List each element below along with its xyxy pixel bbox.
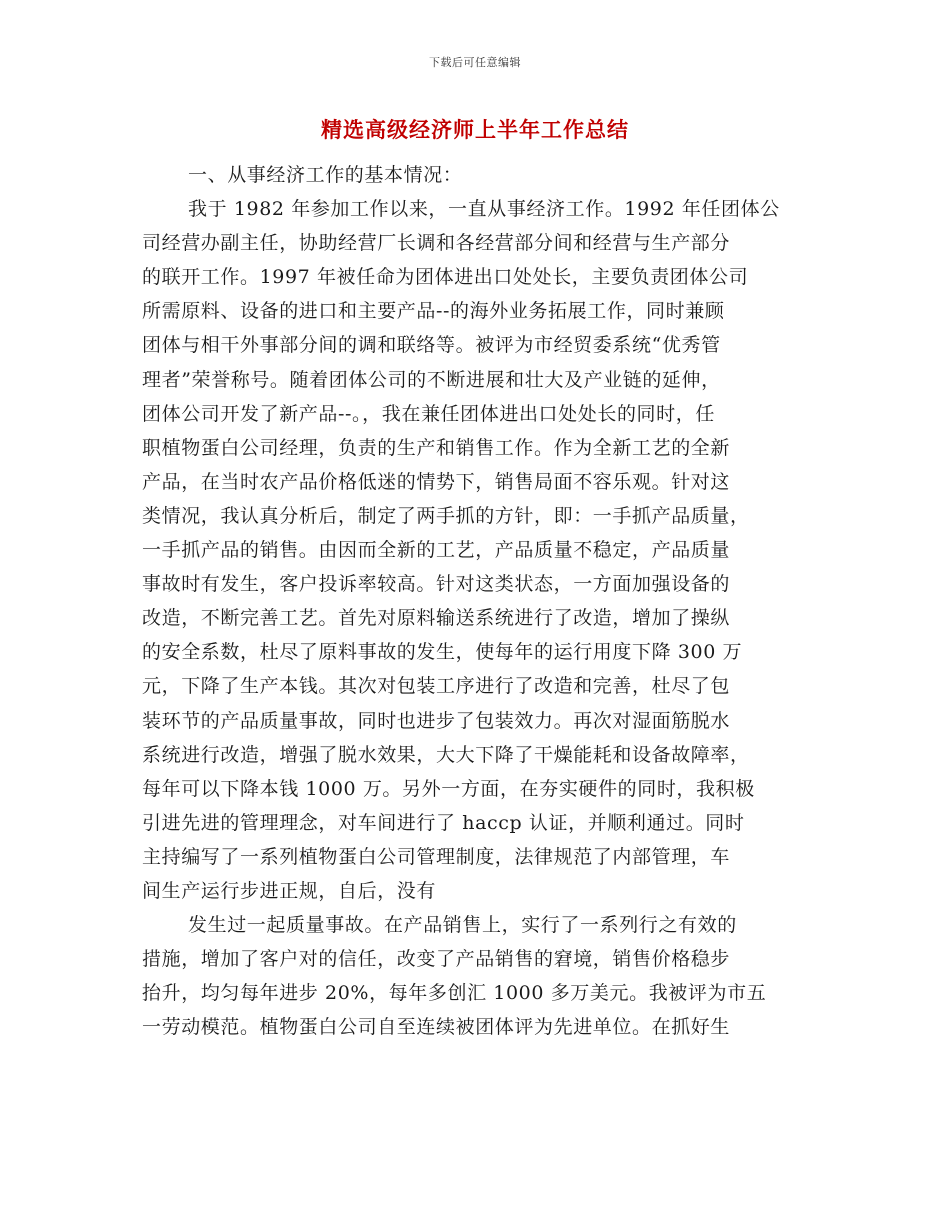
paragraph-line: 抬升，均匀每年进步 20%，每年多创汇 1000 多万美元。我被评为市五 bbox=[142, 982, 767, 1005]
paragraph-line: 事故时有发生，客户投诉率较高。针对这类状态，一方面加强设备的 bbox=[142, 573, 731, 596]
paragraph-line: 类情况，我认真分析后，制定了两手抓的方针，即：一手抓产品质量， bbox=[142, 504, 750, 527]
paragraph-line: 间生产运行步进正规，自后，没有 bbox=[142, 879, 437, 902]
paragraph-line: 团体公司开发了新产品--。，我在兼任团体进出口处处长的同时，任 bbox=[142, 402, 715, 425]
paragraph-line: 一劳动模范。植物蛋白公司自至连续被团体评为先进单位。在抓好生 bbox=[142, 1016, 731, 1039]
paragraph-line: 元，下降了生产本钱。其次对包装工序进行了改造和完善，杜尽了包 bbox=[142, 675, 731, 698]
paragraph-line: 装环节的产品质量事故，同时也进步了包装效力。再次对湿面筋脱水 bbox=[142, 709, 731, 732]
paragraph-line: 的联开工作。1997 年被任命为团体进出口处处长，主要负责团体公司 bbox=[142, 266, 749, 289]
paragraph-line: 措施，增加了客户对的信任，改变了产品销售的窘境，销售价格稳步 bbox=[142, 948, 731, 971]
paragraph-line: 发生过一起质量事故。在产品销售上，实行了一系列行之有效的 bbox=[188, 914, 737, 937]
document-title: 精选高级经济师上半年工作总结 bbox=[321, 118, 629, 142]
paragraph-line: 系统进行改造，增强了脱水效果，大大下降了干燥能耗和设备故障率， bbox=[142, 743, 750, 766]
paragraph-line: 一手抓产品的销售。由因而全新的工艺，产品质量不稳定，产品质量 bbox=[142, 539, 731, 562]
paragraph-line: 主持编写了一系列植物蛋白公司管理制度，法律规范了内部管理，车 bbox=[142, 845, 731, 868]
paragraph-line: 职植物蛋白公司经理，负责的生产和销售工作。作为全新工艺的全新 bbox=[142, 436, 731, 459]
document-body bbox=[142, 158, 822, 1044]
paragraph-line: 所需原料、设备的进口和主要产品--的海外业务拓展工作，同时兼顾 bbox=[142, 300, 725, 323]
paragraph-line: 我于 1982 年参加工作以来，一直从事经济工作。1992 年任团体公 bbox=[188, 198, 780, 221]
paragraph-line: 司经营办副主任，协助经营厂长调和各经营部分间和经营与生产部分 bbox=[142, 232, 731, 255]
paragraph-line: 团体与相干外事部分间的调和联络等。被评为市经贸委系统“优秀管 bbox=[142, 334, 721, 357]
paragraph-line: 引进先进的管理理念，对车间进行了 haccp 认证，并顺利通过。同时 bbox=[142, 811, 745, 834]
section-heading: 一、从事经济工作的基本情况： bbox=[188, 164, 463, 186]
paragraph-line: 的安全系数，杜尽了原料事故的发生，使每年的运行用度下降 300 万 bbox=[142, 641, 743, 664]
paragraph-line: 改造，不断完善工艺。首先对原料输送系统进行了改造，增加了操纵 bbox=[142, 607, 731, 630]
header-note: 下载后可任意编辑 bbox=[429, 56, 521, 69]
paragraph-line: 理者”荣誉称号。随着团体公司的不断进展和壮大及产业链的延伸， bbox=[142, 368, 721, 391]
paragraph-line: 产品，在当时农产品价格低迷的情势下，销售局面不容乐观。针对这 bbox=[142, 470, 731, 493]
paragraph-line: 每年可以下降本钱 1000 万。另外一方面，在夯实硬件的同时，我积极 bbox=[142, 777, 755, 800]
